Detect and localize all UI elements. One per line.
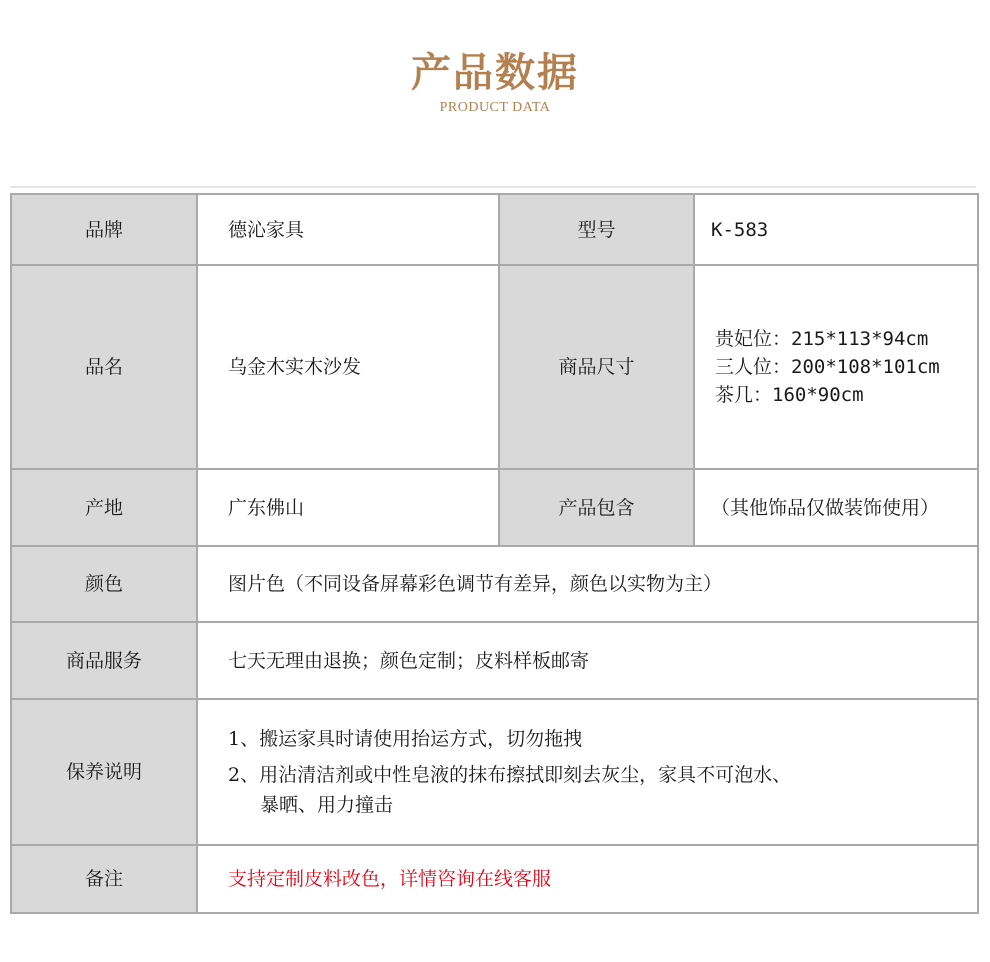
name-value: 乌金木实木沙发	[197, 265, 499, 469]
size-line: 贵妃位：215*113*94cm	[715, 328, 929, 350]
table-row	[11, 469, 978, 546]
section-header	[0, 48, 990, 116]
table-row	[11, 845, 978, 913]
note-label: 备注	[11, 845, 197, 913]
size-line: 三人位：200*108*101cm	[715, 356, 940, 378]
size-line: 茶几：160*90cm	[715, 384, 864, 406]
brand-label: 品牌	[11, 194, 197, 265]
divider	[10, 186, 976, 188]
care-item: 2、用沾清洁剂或中性皂液的抹布擦拭即刻去灰尘，家具不可泡水、	[228, 764, 792, 786]
color-label: 颜色	[11, 546, 197, 622]
brand-value: 德沁家具	[197, 194, 499, 265]
model-value: K-583	[694, 194, 978, 265]
note-value: 支持定制皮料改色，详情咨询在线客服	[197, 845, 978, 913]
product-data-table	[10, 193, 979, 914]
care-item: 1、搬运家具时请使用抬运方式，切勿拖拽	[228, 728, 583, 750]
color-value: 图片色（不同设备屏幕彩色调节有差异，颜色以实物为主）	[197, 546, 978, 622]
table-row	[11, 546, 978, 622]
service-label: 商品服务	[11, 622, 197, 699]
origin-label: 产地	[11, 469, 197, 546]
service-value: 七天无理由退换；颜色定制；皮料样板邮寄	[197, 622, 978, 699]
table-row	[11, 194, 978, 265]
care-item: 暴晒、用力撞击	[260, 794, 394, 816]
table-row	[11, 699, 978, 845]
size-value	[694, 265, 978, 469]
size-label: 商品尺寸	[499, 265, 694, 469]
table-row	[11, 622, 978, 699]
includes-value: （其他饰品仅做装饰使用）	[694, 469, 978, 546]
care-value	[197, 699, 978, 845]
page-subtitle: PRODUCT DATA	[439, 100, 551, 115]
page-title: 产品数据	[411, 49, 579, 96]
origin-value: 广东佛山	[197, 469, 499, 546]
table-row	[11, 265, 978, 469]
name-label: 品名	[11, 265, 197, 469]
includes-label: 产品包含	[499, 469, 694, 546]
care-label: 保养说明	[11, 699, 197, 845]
model-label: 型号	[499, 194, 694, 265]
